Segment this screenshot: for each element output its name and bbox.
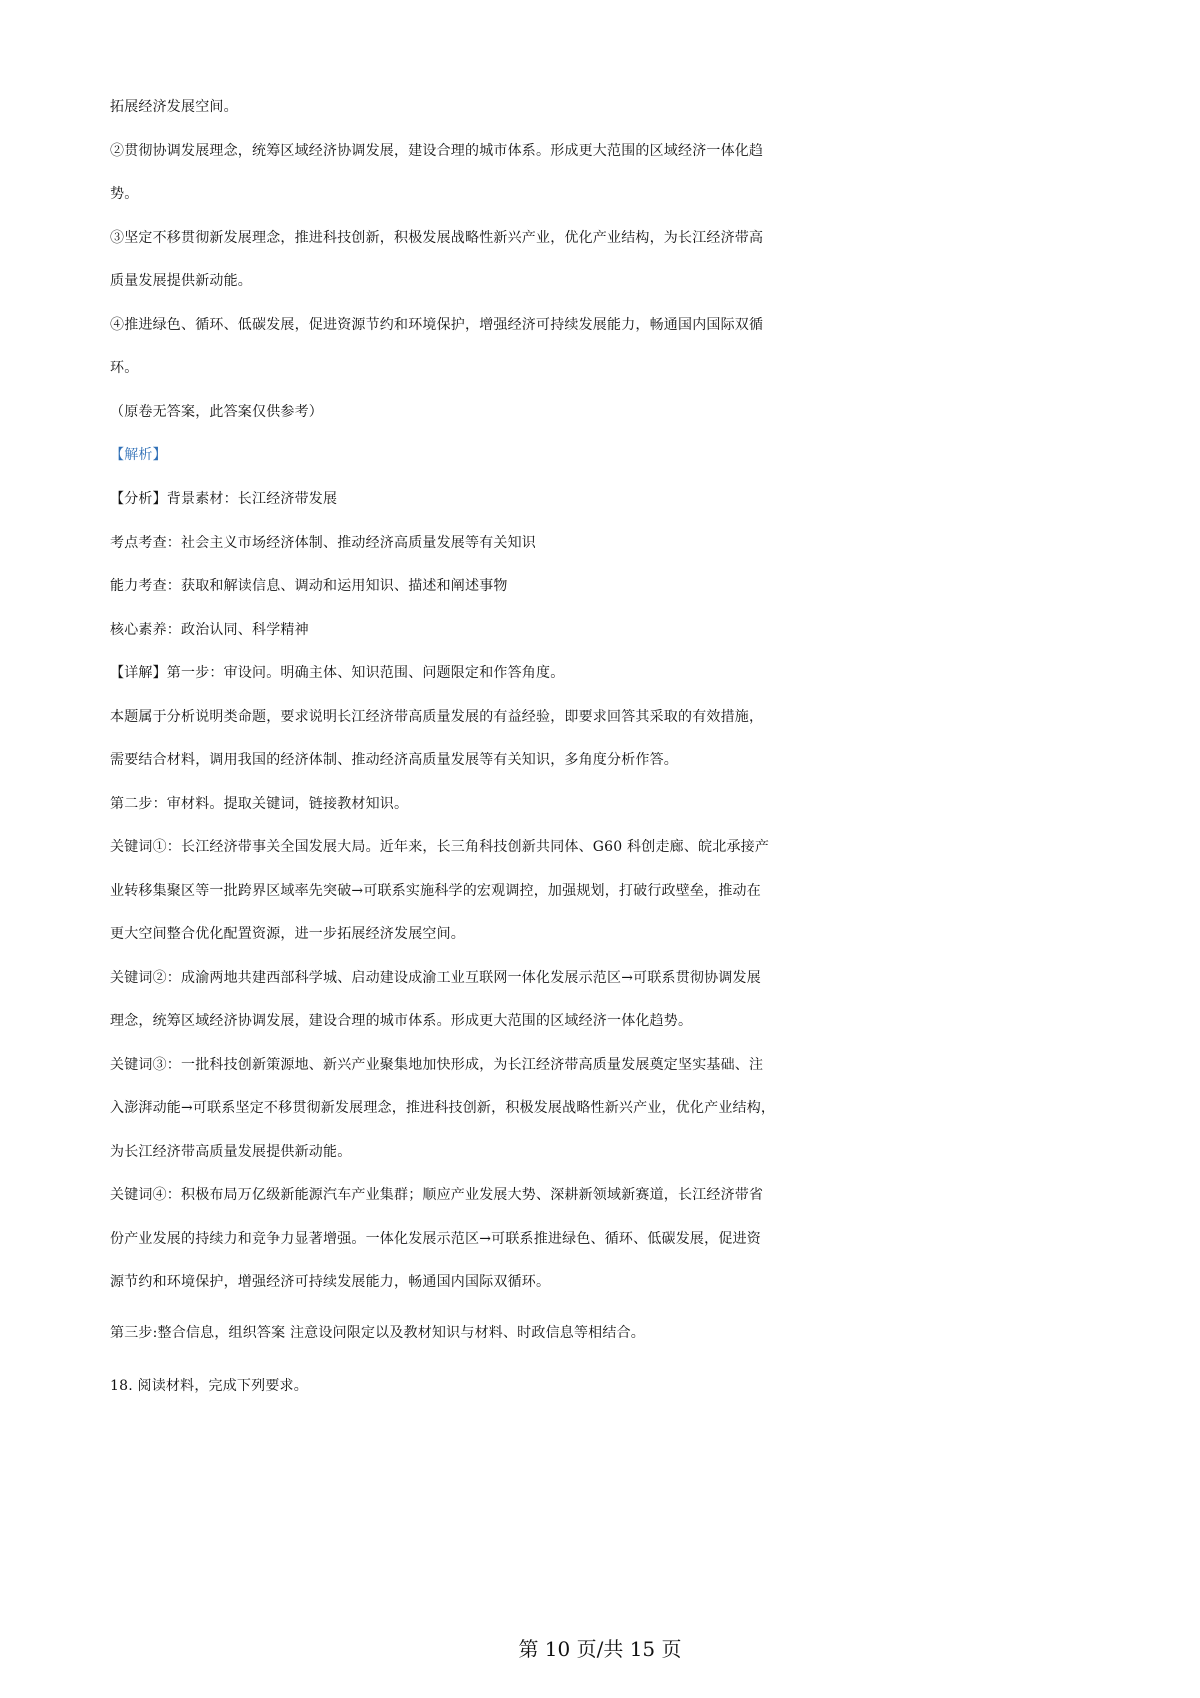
analysis-heading: 【解析】 [110, 447, 167, 463]
text-line: 【详解】第一步：审设问。明确主体、知识范围、问题限定和作答角度。 [110, 665, 565, 681]
text-line: ④推进绿色、循环、低碳发展，促进资源节约和环境保护，增强经济可持续发展能力，畅通国内国际双循 [110, 317, 764, 333]
text-line: 关键词③：一批科技创新策源地、新兴产业聚集地加快形成，为长江经济带高质量发展奠定坚实基础、注 [110, 1057, 764, 1073]
text-line: ③坚定不移贯彻新发展理念，推进科技创新，积极发展战略性新兴产业，优化产业结构，为长江经济带高 [110, 230, 764, 246]
text-line: 考点考查：社会主义市场经济体制、推动经济高质量发展等有关知识 [110, 535, 536, 551]
text-line: 质量发展提供新动能。 [110, 273, 252, 289]
text-line: （原卷无答案，此答案仅供参考） [110, 404, 323, 420]
page-number: 第 10 页/共 15 页 [518, 1637, 682, 1661]
text-line: 关键词④：积极布局万亿级新能源汽车产业集群；顺应产业发展大势、深耕新领域新赛道，长江经济带省 [110, 1187, 764, 1203]
text-line: 拓展经济发展空间。 [110, 99, 238, 115]
text-line: 更大空间整合优化配置资源，进一步拓展经济发展空间。 [110, 926, 465, 942]
text-line: ②贯彻协调发展理念，统筹区域经济协调发展，建设合理的城市体系。形成更大范围的区域经济一体化趋 [110, 143, 764, 159]
text-line: 为长江经济带高质量发展提供新动能。 [110, 1144, 352, 1160]
text-line: 第三步:整合信息，组织答案 注意设问限定以及教材知识与材料、时政信息等相结合。 [110, 1325, 645, 1341]
text-line: 源节约和环境保护，增强经济可持续发展能力，畅通国内国际双循环。 [110, 1274, 551, 1290]
text-line: 关键词②：成渝两地共建西部科学城、启动建设成渝工业互联网一体化发展示范区→可联系贯彻协调发展 [110, 970, 761, 986]
question-18-heading: 18. 阅读材料，完成下列要求。 [110, 1378, 308, 1394]
text-line: 业转移集聚区等一批跨界区域率先突破→可联系实施科学的宏观调控，加强规划，打破行政壁垒，推动在 [110, 883, 761, 899]
text-line: 份产业发展的持续力和竞争力显著增强。一体化发展示范区→可联系推进绿色、循环、低碳发展，促进资 [110, 1231, 761, 1247]
text-line: 【分析】背景素材：长江经济带发展 [110, 491, 338, 507]
text-line: 第二步：审材料。提取关键词，链接教材知识。 [110, 796, 409, 812]
text-line: 本题属于分析说明类命题，要求说明长江经济带高质量发展的有益经验，即要求回答其采取的有效措施， [110, 709, 764, 725]
text-line: 势。 [110, 186, 139, 202]
text-line: 关键词①：长江经济带事关全国发展大局。近年来，长三角科技创新共同体、G60 科创走廊、皖北承接产 [110, 839, 770, 855]
text-line: 环。 [110, 360, 139, 376]
text-line: 需要结合材料，调用我国的经济体制、推动经济高质量发展等有关知识，多角度分析作答。 [110, 752, 678, 768]
text-line: 理念，统筹区域经济协调发展，建设合理的城市体系。形成更大范围的区域经济一体化趋势。 [110, 1013, 693, 1029]
text-line: 能力考查：获取和解读信息、调动和运用知识、描述和阐述事物 [110, 578, 508, 594]
text-line: 入澎湃动能→可联系坚定不移贯彻新发展理念，推进科技创新，积极发展战略性新兴产业，优化产业结构， [110, 1100, 776, 1116]
text-line: 核心素养：政治认同、科学精神 [110, 622, 309, 638]
